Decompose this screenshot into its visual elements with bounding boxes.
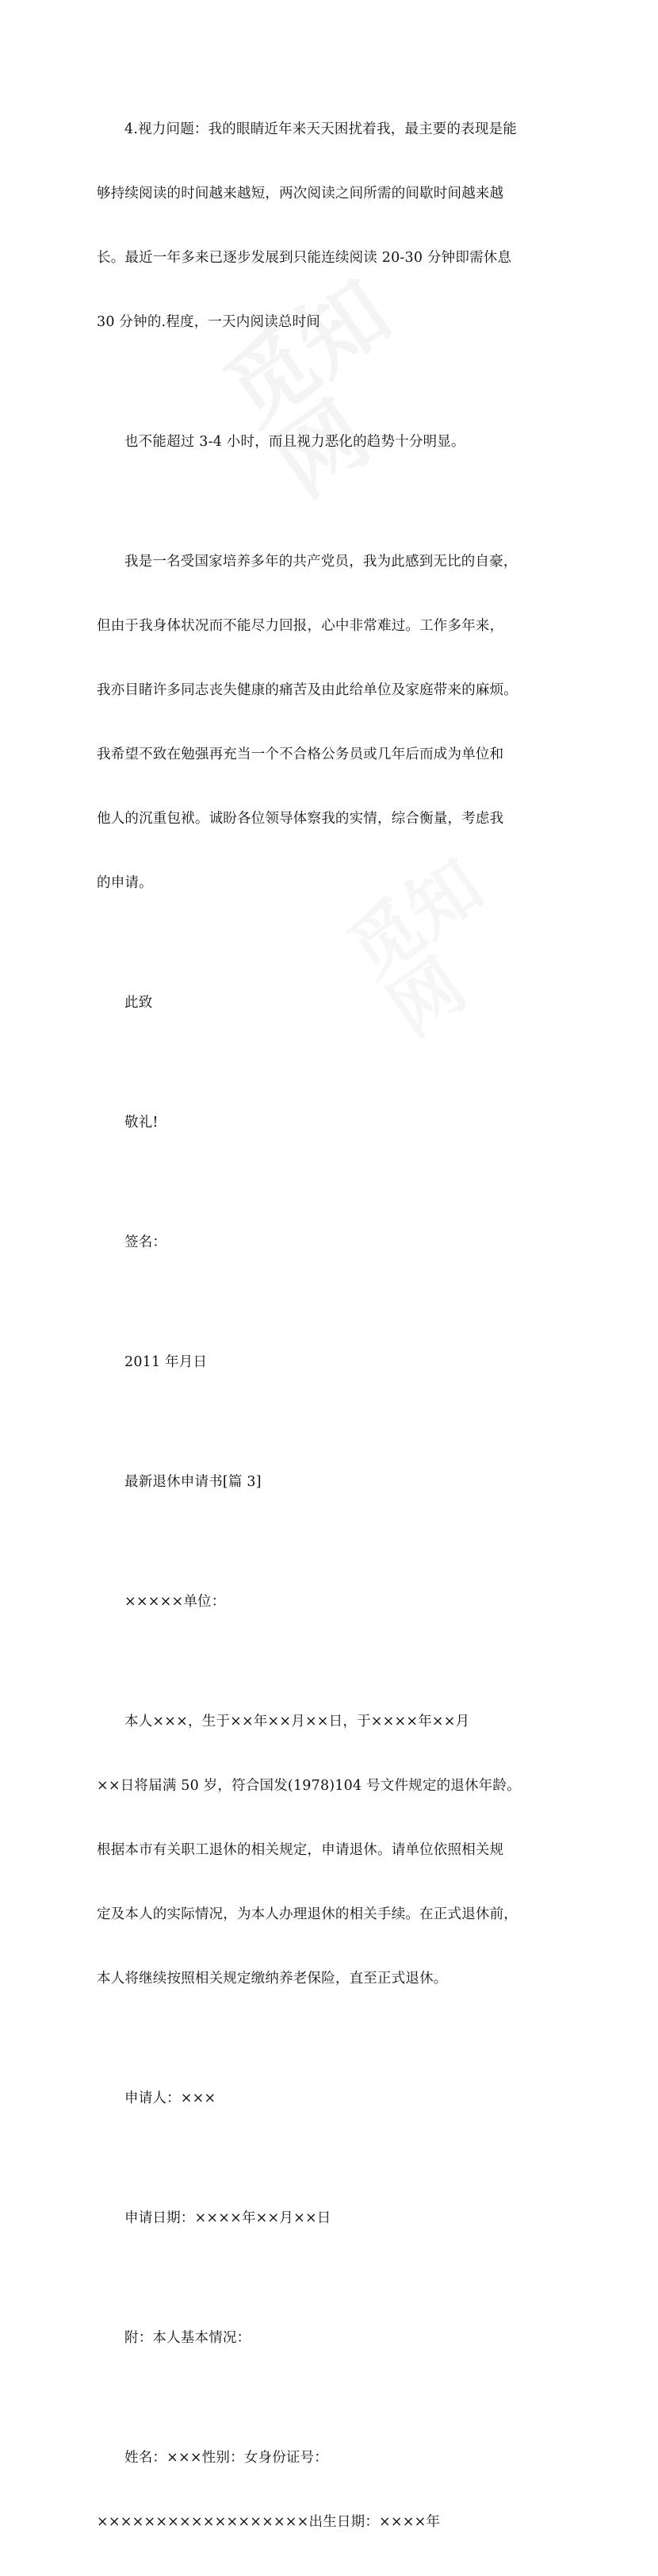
text-line: ××日将届满 50 岁，符合国发(1978)104 号文件规定的退休年龄。 [97,1778,521,1794]
text-line: 此致 [124,995,153,1011]
paragraph-party-member [97,509,564,937]
text-line: 申请人：××× [124,2090,216,2106]
text-line: 够持续阅读的时间越来越短，两次阅读之间所需的间歇时间越来越 [97,186,504,202]
signature-label [97,1189,564,1296]
document-body [97,76,564,2576]
text-line: 最新退休申请书[篇 3] [124,1474,262,1490]
addressee [97,1549,564,1656]
text-line: 附：本人基本情况： [124,2330,251,2346]
text-line: 根据本市有关职工退休的相关规定，申请退休。请单位依照相关规 [97,1842,504,1858]
personal-info [97,2405,564,2576]
date-line [97,1309,564,1416]
text-line: ×××××单位： [124,1594,226,1610]
text-line: 但由于我身体状况而不能尽力回报，心中非常难过。工作多年来， [97,618,504,634]
text-line: 的申请。 [97,875,153,891]
paragraph-retirement-request [97,1668,564,2033]
text-line: 我亦目睹许多同志丧失健康的痛苦及由此给单位及家庭带来的麻烦。 [97,682,518,698]
text-line: 2011 年月日 [124,1354,208,1370]
attachment-heading [97,2285,564,2392]
text-line: 4.视力问题：我的眼睛近年来天天困扰着我，最主要的表现是能 [124,121,517,137]
applicant-line [97,2045,564,2152]
text-line: 长。最近一年多来已逐步发展到只能连续阅读 20-30 分钟即需休息 [97,250,512,266]
text-line: 定及本人的实际情况，为本人办理退休的相关手续。在正式退休前， [97,1906,518,1922]
text-line: ××××××××××××××××××出生日期：××××年 [97,2514,441,2530]
text-line: 本人×××，生于××年××月××日，于××××年××月 [124,1714,470,1729]
text-line: 敬礼! [124,1115,159,1131]
text-line: 他人的沉重包袱。诚盼各位领导体察我的实情，综合衡量，考虑我 [97,811,504,827]
application-date-line [97,2165,564,2272]
text-line: 也不能超过 3-4 小时，而且视力恶化的趋势十分明显。 [124,434,465,450]
section-heading [97,1429,564,1536]
text-line: 申请日期：××××年××月××日 [124,2210,331,2226]
text-line: 本人将继续按照相关规定缴纳养老保险，直至正式退休。 [97,1971,448,1987]
text-line: 签名： [124,1234,167,1250]
paragraph-vision [97,76,564,376]
closing-salutation [97,950,564,1057]
text-line: 我希望不致在勉强再充当一个不合格公务员或几年后而成为单位和 [97,747,504,762]
closing-regards [97,1069,564,1177]
text-line: 我是一名受国家培养多年的共产党员，我为此感到无比的自豪， [124,554,518,570]
paragraph-vision-cont [97,389,564,496]
text-line: 姓名：×××性别：女身份证号： [124,2450,328,2466]
text-line: 30 分钟的.程度，一天内阅读总时间 [97,314,320,330]
